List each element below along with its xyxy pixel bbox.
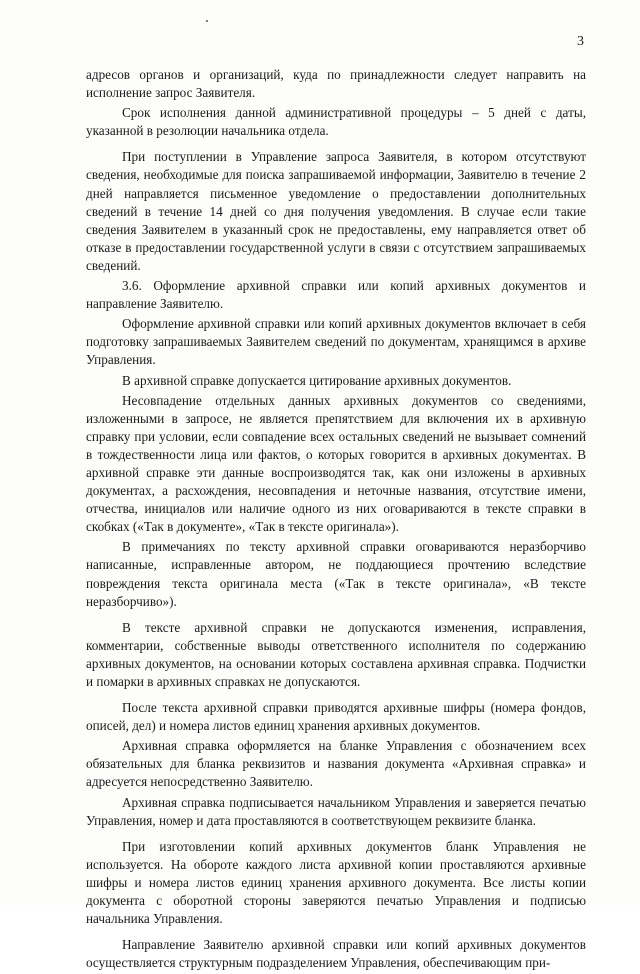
paragraph-11: Архивная справка оформляется на бланке Управления с обозначением всех обязательных для бланка реквизитов и названия документа «Архивная справка» и адресуется непосредственно Заявителю. <box>86 738 586 790</box>
paragraph-1: адресов органов и организаций, куда по принадлежности следует направить на исполнение запрос Заявителя. <box>86 67 586 101</box>
document-body <box>86 66 586 974</box>
paragraph-6: В архивной справке допускается цитирование архивных документов. <box>122 372 512 388</box>
paragraph-7: Несовпадение отдельных данных архивных документов со сведениями, изложенными в запросе, не является препятствием для включения их в архивную справку при условии, если совпадение всех остальных сведений не вызывает сомнений в тождественности лица или фактов, о которых говорится в архивных документах. В архивной справке эти данные воспроизводятся так, как они изложены в архивных документах, а расхождения, несовпадения и неточные названия, отсутствие имени, отчества, инициалов или наличие одного из них оговариваются в тексте справки в скобках («Так в документе», «Так в тексте оригинала»). <box>86 392 586 535</box>
paragraph-13: При изготовлении копий архивных документов бланк Управления не используется. На обороте каждого листа архивной копии проставляются архивные шифры и номера листов единиц хранения архивного документа. Все листы копии документа с оборотной стороны заверяются печатью Управления и подписью начальника Управления. <box>86 838 586 927</box>
paragraph-2: Срок исполнения данной административной процедуры – 5 дней с даты, указанной в резолюции начальника отдела. <box>86 105 586 139</box>
paragraph-3: При поступлении в Управление запроса Заявителя, в котором отсутствуют сведения, необходимые для поиска запрашиваемой информации, Заявителю в течение 2 дней направляется письменное уведомление о предоставлении дополнительных сведений в течение 14 дней со дня получения уведомления. В случае если такие сведения Заявителем в указанный срок не предоставлены, ему направляется ответ об отказе в предоставлении государственной услуги в связи с отсутствием запрашиваемых сведений. <box>86 149 586 273</box>
page-number: 3 <box>577 34 584 49</box>
paragraph-5: Оформление архивной справки или копий архивных документов включает в себя подготовку запрашиваемых Заявителем сведений по документам, хранящимся в архиве Управления. <box>86 316 586 368</box>
scan-speck <box>206 20 208 22</box>
paragraph-10: После текста архивной справки приводятся архивные шифры (номера фондов, описей, дел) и номера листов единиц хранения архивных документов. <box>86 700 586 734</box>
paragraph-12: Архивная справка подписывается начальником Управления и заверяется печатью Управления, номер и дата проставляются в соответствующем реквизите бланка. <box>86 794 586 828</box>
paragraph-9: В тексте архивной справки не допускаются изменения, исправления, комментарии, собственные выводы ответственного исполнителя по содержанию архивных документов, на основании которых составлена архивная справка. Подчистки и помарки в архивных справках не допускаются. <box>86 619 586 689</box>
paragraph-14: Направление Заявителю архивной справки или копий архивных документов осуществляется структурным подразделением Управления, обеспечивающим при- <box>86 937 586 971</box>
paragraph-8: В примечаниях по тексту архивной справки оговариваются неразборчиво написанные, исправленные автором, не поддающиеся прочтению вследствие повреждения текста оригинала места («Так в тексте оригинала», «В тексте неразборчиво»). <box>86 539 586 609</box>
section-heading-3-6: 3.6. Оформление архивной справки или копий архивных документов и направление Заявителю. <box>86 278 586 312</box>
